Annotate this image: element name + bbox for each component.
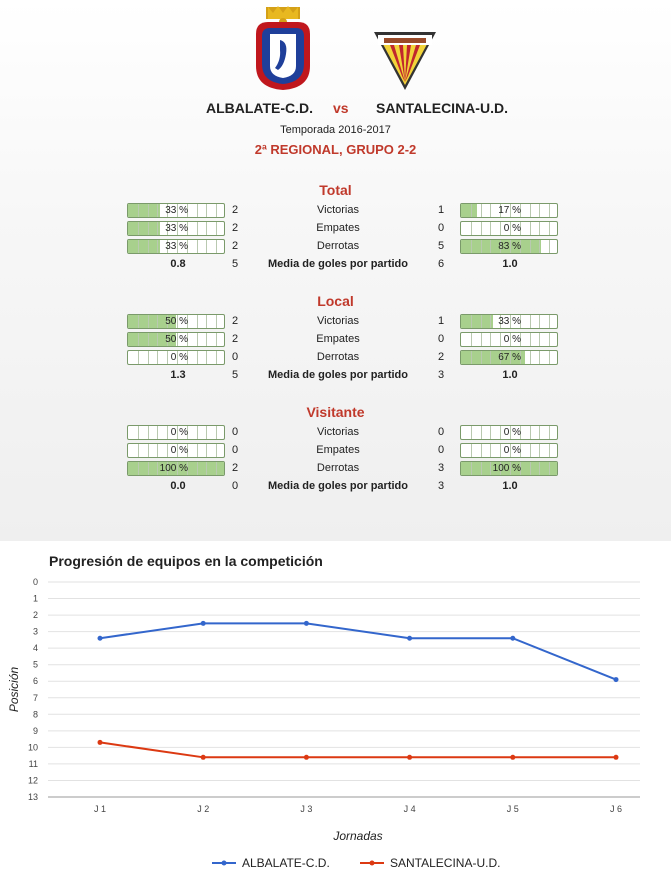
stat-label: Victorias: [317, 426, 359, 438]
bar-segment: [157, 240, 158, 253]
percentage-text: 17 %: [498, 205, 521, 216]
bar-segment: [500, 222, 501, 235]
home-percentage-bar: [127, 461, 225, 476]
bar-segment: [148, 426, 149, 439]
bar-segment: [157, 222, 158, 235]
away-goals-total: 3: [437, 480, 445, 492]
away-percentage-bar: [460, 425, 558, 440]
bar-segment: [481, 462, 482, 475]
bar-segment: [197, 315, 198, 328]
stat-label: Derrotas: [316, 351, 360, 363]
bar-segment: [216, 462, 217, 475]
away-goals-average: 1.0: [502, 258, 518, 270]
series-line: [100, 742, 616, 757]
bar-segment: [216, 351, 217, 364]
bar-segment: [530, 426, 531, 439]
home-goals-total: 5: [231, 258, 239, 270]
goals-average-row: [0, 479, 671, 495]
away-count: 1: [437, 315, 445, 327]
bar-segment: [490, 444, 491, 457]
percentage-text: 50 %: [165, 316, 188, 327]
bar-segment: [539, 315, 540, 328]
bar-segment: [471, 333, 472, 346]
home-goals-average: 1.3: [170, 369, 186, 381]
x-tick-label: J 3: [300, 804, 313, 814]
bar-segment: [530, 444, 531, 457]
bar-segment: [530, 333, 531, 346]
santalecina-crest-icon: [372, 30, 438, 92]
away-goals-average: 1.0: [502, 369, 518, 381]
percentage-fill: [128, 240, 160, 253]
bar-segment: [530, 222, 531, 235]
x-tick-label: J 6: [609, 804, 623, 814]
stat-label: Derrotas: [316, 240, 360, 252]
percentage-text: 0 %: [170, 352, 188, 363]
bar-segment: [539, 240, 540, 253]
bar-segment: [206, 351, 207, 364]
bar-segment: [216, 315, 217, 328]
section-title: Total: [319, 182, 352, 198]
away-team-name[interactable]: SANTALECINA-U.D.: [376, 100, 508, 116]
bar-segment: [490, 204, 491, 217]
bar-segment: [197, 222, 198, 235]
data-point: [407, 636, 412, 641]
bar-segment: [216, 222, 217, 235]
vs-label: vs: [333, 100, 349, 116]
bar-segment: [481, 426, 482, 439]
percentage-fill: [128, 222, 160, 235]
bar-segment: [148, 204, 149, 217]
away-count: 5: [437, 240, 445, 252]
bar-segment: [167, 351, 168, 364]
bar-segment: [138, 315, 139, 328]
bar-segment: [206, 315, 207, 328]
percentage-text: 0 %: [170, 445, 188, 456]
albalate-crest-icon: [248, 4, 318, 92]
stat-row: [0, 221, 671, 237]
bar-segment: [138, 222, 139, 235]
bar-segment: [148, 240, 149, 253]
percentage-text: 33 %: [165, 241, 188, 252]
away-percentage-bar: [460, 461, 558, 476]
percentage-text: 0 %: [503, 334, 521, 345]
legend-marker: [370, 861, 375, 866]
x-axis-title: Jornadas: [333, 829, 383, 843]
bar-segment: [197, 462, 198, 475]
home-count: 0: [231, 351, 239, 363]
bar-segment: [549, 240, 550, 253]
bar-segment: [500, 426, 501, 439]
y-tick-label: 0: [32, 577, 38, 587]
data-point: [510, 755, 515, 760]
bar-segment: [138, 444, 139, 457]
goals-average-label: Media de goles por partido: [268, 480, 408, 492]
data-point: [304, 755, 309, 760]
home-goals-total: 0: [231, 480, 239, 492]
bar-segment: [481, 204, 482, 217]
bar-segment: [157, 426, 158, 439]
away-percentage-bar: [460, 239, 558, 254]
bar-segment: [148, 462, 149, 475]
bar-segment: [157, 462, 158, 475]
bar-segment: [157, 204, 158, 217]
y-tick-label: 3: [32, 626, 38, 637]
bar-segment: [167, 444, 168, 457]
bar-segment: [481, 333, 482, 346]
bar-segment: [138, 204, 139, 217]
bar-segment: [530, 462, 531, 475]
y-tick-label: 1: [32, 593, 38, 604]
home-goals-average: 0.8: [170, 258, 186, 270]
bar-segment: [530, 240, 531, 253]
x-tick-label: J 5: [506, 804, 519, 814]
bar-segment: [500, 333, 501, 346]
percentage-fill: [128, 204, 160, 217]
legend-item[interactable]: [212, 856, 330, 870]
bar-segment: [148, 444, 149, 457]
y-tick-label: 8: [32, 709, 38, 720]
home-count: 2: [231, 315, 239, 327]
stat-label: Victorias: [317, 204, 359, 216]
away-percentage-bar: [460, 443, 558, 458]
bar-segment: [197, 333, 198, 346]
legend-label: ALBALATE-C.D.: [242, 856, 330, 870]
away-percentage-bar: [460, 314, 558, 329]
away-count: 0: [437, 333, 445, 345]
bar-segment: [471, 426, 472, 439]
away-goals-average: 1.0: [502, 480, 518, 492]
home-percentage-bar: [127, 425, 225, 440]
bar-segment: [549, 222, 550, 235]
away-percentage-bar: [460, 350, 558, 365]
stat-row: [0, 350, 671, 366]
away-percentage-bar: [460, 221, 558, 236]
bar-segment: [138, 351, 139, 364]
stat-row: [0, 314, 671, 330]
bar-segment: [481, 351, 482, 364]
bar-segment: [481, 315, 482, 328]
bar-segment: [471, 351, 472, 364]
data-point: [201, 621, 206, 626]
bar-segment: [138, 426, 139, 439]
data-point: [614, 677, 619, 682]
bar-segment: [206, 462, 207, 475]
y-tick-label: 6: [32, 676, 38, 687]
bar-segment: [530, 204, 531, 217]
bar-segment: [500, 444, 501, 457]
bar-segment: [549, 351, 550, 364]
bar-segment: [490, 240, 491, 253]
y-tick-label: 2: [32, 610, 38, 621]
home-count: 2: [231, 333, 239, 345]
section-title: Visitante: [306, 404, 365, 420]
bar-segment: [138, 333, 139, 346]
bar-segment: [539, 426, 540, 439]
percentage-text: 0 %: [503, 445, 521, 456]
bar-segment: [481, 444, 482, 457]
percentage-text: 67 %: [498, 352, 521, 363]
chart-title: Progresión de equipos en la competición: [49, 553, 323, 569]
legend-label: SANTALECINA-U.D.: [390, 856, 501, 870]
bar-segment: [490, 222, 491, 235]
bar-segment: [206, 444, 207, 457]
bar-segment: [167, 426, 168, 439]
home-percentage-bar: [127, 203, 225, 218]
home-count: 2: [231, 462, 239, 474]
bar-segment: [539, 462, 540, 475]
bar-segment: [539, 351, 540, 364]
home-count: 0: [231, 426, 239, 438]
stat-label: Victorias: [317, 315, 359, 327]
stat-label: Empates: [316, 444, 360, 456]
home-percentage-bar: [127, 314, 225, 329]
percentage-text: 33 %: [165, 205, 188, 216]
away-count: 0: [437, 222, 445, 234]
percentage-text: 100 %: [492, 463, 521, 474]
y-tick-label: 10: [27, 742, 38, 753]
bar-segment: [490, 333, 491, 346]
bar-segment: [530, 351, 531, 364]
percentage-fill: [461, 315, 493, 328]
bar-segment: [216, 426, 217, 439]
home-percentage-bar: [127, 443, 225, 458]
bar-segment: [206, 240, 207, 253]
stat-label: Derrotas: [316, 462, 360, 474]
stat-row: [0, 443, 671, 459]
away-goals-total: 3: [437, 369, 445, 381]
percentage-text: 50 %: [165, 334, 188, 345]
away-count: 1: [437, 204, 445, 216]
bar-segment: [216, 240, 217, 253]
y-tick-label: 7: [32, 692, 38, 703]
bar-segment: [138, 462, 139, 475]
x-tick-label: J 2: [197, 804, 210, 814]
y-tick-label: 5: [32, 659, 38, 670]
y-axis-title: Posición: [7, 666, 21, 713]
y-tick-label: 4: [32, 643, 38, 654]
data-point: [614, 755, 619, 760]
home-percentage-bar: [127, 332, 225, 347]
bar-segment: [471, 462, 472, 475]
stat-row: [0, 425, 671, 441]
percentage-text: 33 %: [165, 223, 188, 234]
bar-segment: [157, 444, 158, 457]
bar-segment: [216, 444, 217, 457]
progression-chart: [0, 570, 671, 881]
home-count: 0: [231, 444, 239, 456]
bar-segment: [157, 333, 158, 346]
stat-row: [0, 203, 671, 219]
y-tick-label: 11: [28, 758, 38, 769]
goals-average-row: [0, 257, 671, 273]
bar-segment: [490, 315, 491, 328]
bar-segment: [216, 204, 217, 217]
bar-segment: [471, 240, 472, 253]
stat-label: Empates: [316, 333, 360, 345]
stat-row: [0, 239, 671, 255]
percentage-text: 0 %: [503, 427, 521, 438]
teams-header: [0, 100, 671, 118]
bar-segment: [197, 204, 198, 217]
bar-segment: [539, 444, 540, 457]
data-point: [304, 621, 309, 626]
season-label: Temporada 2016-2017: [280, 124, 391, 136]
stat-row: [0, 332, 671, 348]
bar-segment: [490, 426, 491, 439]
percentage-text: 0 %: [170, 427, 188, 438]
away-count: 0: [437, 426, 445, 438]
data-point: [98, 740, 103, 745]
bar-segment: [549, 204, 550, 217]
section-title: Local: [317, 293, 354, 309]
bar-segment: [138, 240, 139, 253]
bar-segment: [549, 426, 550, 439]
bar-segment: [157, 351, 158, 364]
home-count: 2: [231, 204, 239, 216]
home-percentage-bar: [127, 221, 225, 236]
bar-segment: [157, 315, 158, 328]
bar-segment: [148, 333, 149, 346]
y-tick-label: 13: [27, 792, 38, 802]
bar-segment: [539, 222, 540, 235]
percentage-text: 100 %: [159, 463, 188, 474]
away-percentage-bar: [460, 332, 558, 347]
bar-segment: [549, 315, 550, 328]
data-point: [98, 636, 103, 641]
away-goals-total: 6: [437, 258, 445, 270]
bar-segment: [549, 462, 550, 475]
percentage-text: 0 %: [503, 223, 521, 234]
home-percentage-bar: [127, 350, 225, 365]
bar-segment: [206, 222, 207, 235]
bar-segment: [539, 204, 540, 217]
away-percentage-bar: [460, 203, 558, 218]
goals-average-row: [0, 368, 671, 384]
home-goals-total: 5: [231, 369, 239, 381]
bar-segment: [549, 333, 550, 346]
legend-marker: [222, 861, 227, 866]
away-count: 3: [437, 462, 445, 474]
bar-segment: [490, 462, 491, 475]
bar-segment: [148, 315, 149, 328]
bar-segment: [148, 351, 149, 364]
legend-item[interactable]: [360, 856, 500, 870]
percentage-text: 83 %: [498, 241, 521, 252]
bar-segment: [148, 222, 149, 235]
home-team-name[interactable]: ALBALATE-C.D.: [206, 100, 314, 116]
away-count: 2: [437, 351, 445, 363]
y-tick-label: 12: [27, 775, 38, 786]
goals-average-label: Media de goles por partido: [268, 258, 408, 270]
bar-segment: [490, 351, 491, 364]
bar-segment: [197, 351, 198, 364]
percentage-fill: [461, 204, 477, 217]
x-tick-label: J 4: [403, 804, 416, 814]
bar-segment: [197, 240, 198, 253]
bar-segment: [530, 315, 531, 328]
home-count: 2: [231, 240, 239, 252]
y-tick-label: 9: [32, 725, 38, 736]
bar-segment: [206, 333, 207, 346]
bar-segment: [549, 444, 550, 457]
away-count: 0: [437, 444, 445, 456]
bar-segment: [539, 333, 540, 346]
stat-label: Empates: [316, 222, 360, 234]
bar-segment: [206, 204, 207, 217]
x-tick-label: J 1: [93, 804, 107, 814]
bar-segment: [197, 444, 198, 457]
bar-segment: [197, 426, 198, 439]
bar-segment: [481, 240, 482, 253]
competition-label[interactable]: 2ª REGIONAL, GRUPO 2-2: [254, 142, 417, 157]
home-percentage-bar: [127, 239, 225, 254]
home-goals-average: 0.0: [170, 480, 186, 492]
data-point: [510, 636, 515, 641]
bar-segment: [471, 222, 472, 235]
data-point: [407, 755, 412, 760]
goals-average-label: Media de goles por partido: [268, 369, 408, 381]
stat-row: [0, 461, 671, 477]
bar-segment: [471, 444, 472, 457]
bar-segment: [471, 315, 472, 328]
percentage-text: 33 %: [498, 316, 521, 327]
bar-segment: [481, 222, 482, 235]
home-count: 2: [231, 222, 239, 234]
bar-segment: [216, 333, 217, 346]
data-point: [201, 755, 206, 760]
bar-segment: [471, 204, 472, 217]
bar-segment: [206, 426, 207, 439]
